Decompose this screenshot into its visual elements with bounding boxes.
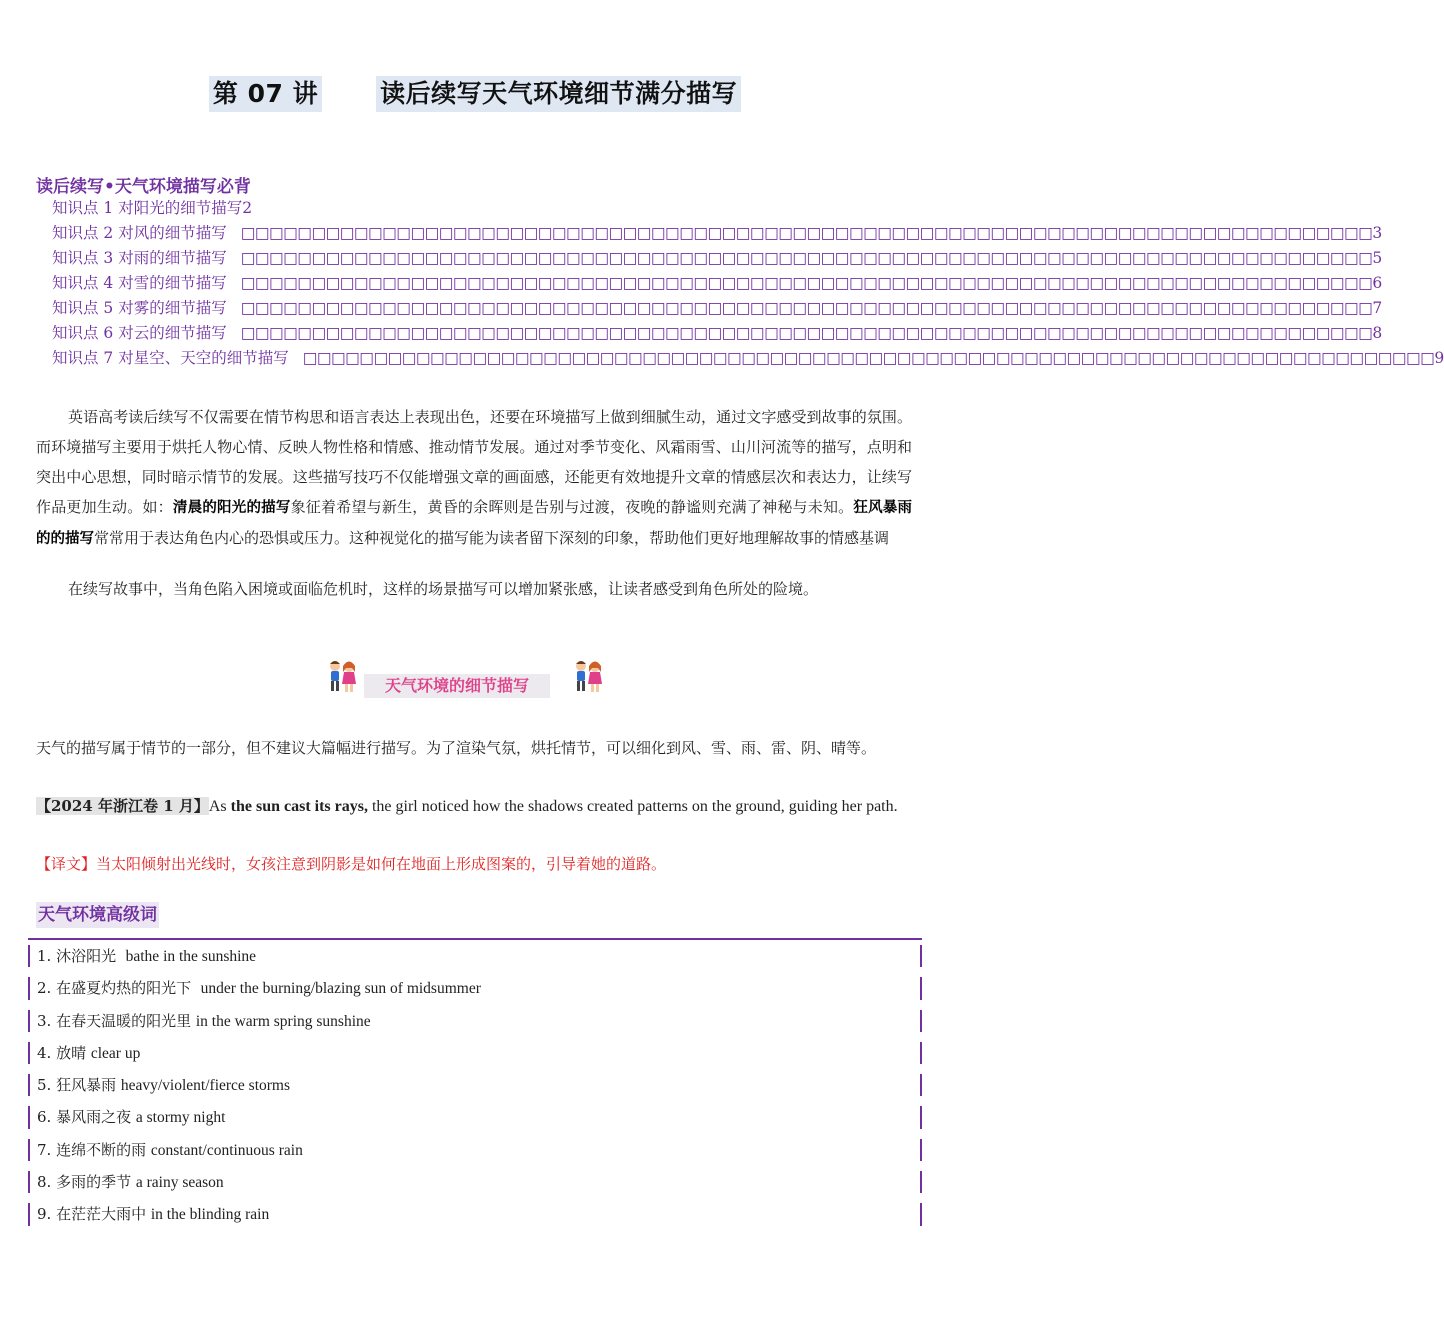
vocab-english: clear up (90, 1044, 141, 1062)
toc-item[interactable] (52, 321, 1383, 346)
toc-item-label: 知识点 1 对阳光的细节描写 (52, 199, 243, 217)
vocab-english: bathe in the sunshine (125, 948, 257, 965)
vocab-english: a rainy season (135, 1174, 224, 1192)
toc-item-label: 知识点 5 对雾的细节描写 (52, 299, 227, 317)
vocab-chinese: 6. 暴风雨之夜 (37, 1108, 136, 1127)
toc-page-number: 9 (1434, 349, 1444, 367)
vocab-item (28, 1166, 922, 1198)
toc-heading: 读后续写•天气环境描写必背 (36, 177, 251, 197)
toc-leader: □□□□□□□□□□□□□□□□□□□□□□□□□□□□□□□□□□□□□□□□□□□□□□□□□□□□□□□□□□□□□□□□□□□□□□□□□□□□□□□□ (240, 324, 1373, 342)
vocab-item (28, 1198, 922, 1230)
toc-item[interactable] (52, 196, 832, 221)
vocab-chinese: 1. 沐浴阳光 (37, 947, 126, 965)
title-topic: 读后续写天气环境细节满分描写 (376, 76, 741, 112)
vocab-chinese: 8. 多雨的季节 (37, 1173, 136, 1192)
table-of-contents (52, 196, 1444, 371)
vocab-english: a stormy night (135, 1109, 226, 1127)
toc-item[interactable] (52, 346, 1444, 371)
vocab-chinese: 4. 放晴 (37, 1043, 91, 1062)
vocab-english: constant/continuous rain (150, 1141, 303, 1159)
translation: 【译文】当太阳倾射出光线时，女孩注意到阴影是如何在地面上形成图案的，引导着她的道路。 (36, 855, 667, 873)
toc-item[interactable] (52, 246, 1383, 271)
vocab-item (28, 972, 922, 1004)
children-icon (324, 658, 360, 694)
intro-paragraph-2: 在续写故事中，当角色陷入困境或面临危机时，这样的场景描写可以增加紧张感，让读者感受到角色所处的险境。 (68, 580, 819, 598)
vocab-list (28, 938, 922, 1231)
vocab-item (28, 940, 922, 972)
toc-item-label: 知识点 6 对云的细节描写 (52, 324, 227, 342)
toc-leader: □□□□□□□□□□□□□□□□□□□□□□□□□□□□□□□□□□□□□□□□□□□□□□□□□□□□□□□□□□□□□□□□□□□□□□□□□□□□□□□□ (240, 249, 1373, 267)
vocab-english: in the blinding rain (150, 1206, 270, 1224)
toc-page-number: 3 (1372, 224, 1383, 242)
vocab-item (28, 1005, 922, 1037)
toc-leader: □□□□□□□□□□□□□□□□□□□□□□□□□□□□□□□□□□□□□□□□□□□□□□□□□□□□□□□□□□□□□□□□□□□□□□□□□□□□□□□□ (302, 349, 1435, 367)
vocab-chinese: 9. 在茫茫大雨中 (37, 1205, 151, 1224)
toc-leader: □□□□□□□□□□□□□□□□□□□□□□□□□□□□□□□□□□□□□□□□□□□□□□□□□□□□□□□□□□□□□□□□□□□□□□□□□□□□□□□□ (240, 299, 1373, 317)
vocab-chinese: 2. 在盛夏灼热的阳光下 (37, 979, 201, 998)
toc-item-label: 知识点 3 对雨的细节描写 (52, 249, 227, 267)
example-sentence: 【2024 年浙江卷 1 月】As the sun cast its rays, the girl noticed how the shadows created patterns on the ground, guiding her path. (36, 797, 898, 815)
vocab-item (28, 1101, 922, 1133)
page-title (0, 66, 950, 112)
toc-leader: □□□□□□□□□□□□□□□□□□□□□□□□□□□□□□□□□□□□□□□□□□□□□□□□□□□□□□□□□□□□□□□□□□□□□□□□□□□□□□□□ (240, 224, 1373, 242)
children-icon (570, 658, 606, 694)
vocab-chinese: 7. 连绵不断的雨 (37, 1140, 151, 1159)
toc-item-label: 知识点 4 对雪的细节描写 (52, 274, 227, 292)
vocab-item (28, 1134, 922, 1166)
title-lecture: 第 07 讲 (209, 76, 322, 112)
toc-page-number: 8 (1372, 324, 1383, 342)
intro-paragraph-1: 英语高考读后续写不仅需要在情节构思和语言表达上表现出色，还要在环境描写上做到细腻生动，通过文字感受到故事的氛围。而环境描写主要用于烘托人物心情、反映人物性格和情感、推动情节发展。通过对季节变化、风霜雨雪、山川河流等的描写，点明和突出中心思想，同时暗示情节的发展。这些描写技巧不仅能增强文章的画面感，还能更有效地提升文章的情感层次和表达力，让续写作品更加生动。如：清晨的阳光的描写象征着希望与新生，黄昏的余晖则是告别与过渡，夜晚的静谧则充满了神秘与未知。狂风暴雨的的描写常常用于表达角色内心的恐惧或压力。这种视觉化的描写能为读者留下深刻的印象，帮助他们更好地理解故事的情感基调 (36, 408, 913, 547)
toc-item-label: 知识点 2 对风的细节描写 (52, 224, 227, 242)
toc-item-label: 知识点 7 对星空、天空的细节描写 (52, 349, 289, 367)
vocab-english: heavy/violent/fierce storms (120, 1077, 291, 1095)
toc-item[interactable] (52, 296, 1383, 321)
toc-item[interactable] (52, 221, 1383, 246)
vocab-chinese: 3. 在春天温暖的阳光里 (37, 1011, 196, 1030)
vocab-heading: 天气环境高级词 (36, 902, 159, 928)
vocab-chinese: 5. 狂风暴雨 (37, 1076, 121, 1095)
section-text: 天气的描写属于情节的一部分，但不建议大篇幅进行描写。为了渲染气氛，烘托情节，可以细化到风、雪、雨、雷、阴、晴等。 (36, 739, 877, 757)
example-source: 【2024 年浙江卷 1 月】 (36, 797, 209, 815)
vocab-english: under the burning/blazing sun of midsummer (200, 980, 481, 998)
toc-page-number: 6 (1372, 274, 1383, 292)
vocab-item (28, 1037, 922, 1069)
section-title: 天气环境的细节描写 (364, 674, 550, 698)
toc-page-number: 7 (1372, 299, 1383, 317)
highlight-sunlight: 清晨的阳光的描写 (172, 500, 291, 516)
toc-item[interactable] (52, 271, 1383, 296)
toc-leader: □□□□□□□□□□□□□□□□□□□□□□□□□□□□□□□□□□□□□□□□□□□□□□□□□□□□□□□□□□□□□□□□□□□□□□□□□□□□□□□□ (240, 274, 1373, 292)
vocab-item (28, 1069, 922, 1101)
toc-page-number: 5 (1372, 249, 1383, 267)
highlight-storm: 狂风暴雨的的描写 (36, 500, 913, 547)
vocab-english: in the warm spring sunshine (195, 1012, 371, 1030)
toc-page-number: 2 (242, 199, 253, 217)
